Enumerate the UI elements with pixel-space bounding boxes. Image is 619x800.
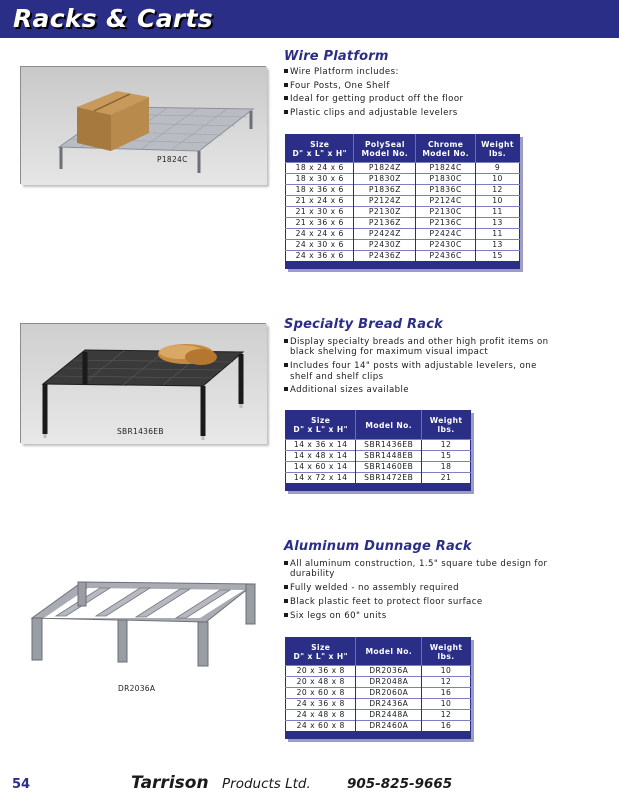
bullet-item: Additional sizes available — [284, 385, 556, 395]
phone-number: 905-825-9665 — [347, 776, 453, 792]
bread-rack-photo — [20, 323, 266, 443]
table-cell: P2124C — [416, 196, 476, 207]
dunnage-rack-rows — [286, 666, 471, 732]
wire-platform-illustration — [21, 67, 267, 185]
table-cell: 11 — [476, 207, 520, 218]
bread-rack-caption: SBR1436EB — [117, 427, 164, 436]
table-cell: DR2436A — [356, 699, 422, 710]
bullet-item: Plastic clips and adjustable levelers — [284, 108, 584, 118]
table-row — [286, 251, 520, 262]
table-row — [286, 440, 471, 451]
bullet-item: Black plastic feet to protect floor surface — [284, 597, 559, 607]
table-row — [286, 229, 520, 240]
table-row — [286, 721, 471, 732]
wire-platform-spec-table — [285, 134, 520, 269]
table-cell: P2130Z — [354, 207, 416, 218]
table-row — [286, 174, 520, 185]
table-row — [286, 710, 471, 721]
table-cell: 13 — [476, 240, 520, 251]
table-cell: 15 — [476, 251, 520, 262]
table-cell: DR2048A — [356, 677, 422, 688]
table-cell: 9 — [476, 163, 520, 174]
table-cell: 18 — [422, 462, 471, 473]
col-header-chrome: Chrome Model No. — [416, 135, 476, 163]
table-row — [286, 163, 520, 174]
dunnage-rack-caption: DR2036A — [118, 684, 156, 693]
table-cell: P2436Z — [354, 251, 416, 262]
table-cell: 18 x 36 x 6 — [286, 185, 354, 196]
table-row — [286, 207, 520, 218]
brand-suffix: Products Ltd. — [222, 776, 311, 792]
table-row — [286, 185, 520, 196]
table-row — [286, 699, 471, 710]
section-title-bread-rack: Specialty Bread Rack — [284, 317, 443, 332]
table-cell: 20 x 36 x 8 — [286, 666, 356, 677]
table-cell: 14 x 36 x 14 — [286, 440, 356, 451]
table-cell: 10 — [422, 666, 471, 677]
wire-platform-photo — [20, 66, 266, 184]
table-cell: P2430Z — [354, 240, 416, 251]
table-cell: P2136C — [416, 218, 476, 229]
table-cell: SBR1448EB — [356, 451, 422, 462]
bread-rack-bullets — [284, 337, 556, 399]
table-cell: 15 — [422, 451, 471, 462]
col-header-weight: Weight lbs. — [422, 411, 471, 440]
table-cell: P1836C — [416, 185, 476, 196]
table-row — [286, 451, 471, 462]
col-header-size: Size D" x L" x H" — [286, 135, 354, 163]
table-cell: DR2460A — [356, 721, 422, 732]
page-title: Racks & Carts — [13, 4, 213, 33]
table-cell: 12 — [422, 440, 471, 451]
table-cell: 12 — [422, 710, 471, 721]
table-cell: P2424Z — [354, 229, 416, 240]
table-cell: P2436C — [416, 251, 476, 262]
table-cell: 11 — [476, 229, 520, 240]
dunnage-rack-bullets — [284, 559, 559, 624]
bullet-item: Four Posts, One Shelf — [284, 81, 584, 91]
table-cell: 16 — [422, 721, 471, 732]
col-header-size: Size D" x L" x H" — [286, 411, 356, 440]
table-cell: 21 x 24 x 6 — [286, 196, 354, 207]
section-title-dunnage-rack: Aluminum Dunnage Rack — [284, 539, 472, 554]
table-cell: 14 x 60 x 14 — [286, 462, 356, 473]
table-cell: 20 x 60 x 8 — [286, 688, 356, 699]
table-cell: DR2448A — [356, 710, 422, 721]
dunnage-rack-spec-table — [285, 637, 471, 739]
table-cell: 12 — [422, 677, 471, 688]
table-cell: P2130C — [416, 207, 476, 218]
col-header-model: Model No. — [356, 638, 422, 666]
bread-rack-illustration — [21, 324, 267, 444]
col-header-size: Size D" x L" x H" — [286, 638, 356, 666]
table-cell: 18 x 30 x 6 — [286, 174, 354, 185]
col-header-model: Model No. — [356, 411, 422, 440]
table-cell: P1824Z — [354, 163, 416, 174]
table-cell: 24 x 48 x 8 — [286, 710, 356, 721]
table-cell: P1830Z — [354, 174, 416, 185]
table-cell: 24 x 36 x 8 — [286, 699, 356, 710]
section-title-wire-platform: Wire Platform — [284, 49, 389, 64]
table-cell: 14 x 48 x 14 — [286, 451, 356, 462]
table-cell: SBR1460EB — [356, 462, 422, 473]
table-cell: DR2060A — [356, 688, 422, 699]
table-cell: 21 x 36 x 6 — [286, 218, 354, 229]
wire-platform-bullets — [284, 67, 584, 122]
table-cell: 21 x 30 x 6 — [286, 207, 354, 218]
table-row — [286, 196, 520, 207]
col-header-weight: Weight lbs. — [422, 638, 471, 666]
bullet-item: Six legs on 60" units — [284, 611, 559, 621]
table-cell: DR2036A — [356, 666, 422, 677]
bread-rack-spec-table — [285, 410, 471, 491]
table-cell: 24 x 36 x 6 — [286, 251, 354, 262]
table-cell: SBR1472EB — [356, 473, 422, 484]
table-row — [286, 677, 471, 688]
table-cell: 13 — [476, 218, 520, 229]
bread-rack-rows — [286, 440, 471, 484]
bullet-item: Display specialty breads and other high profit items on black shelving for maximum visual impact — [284, 337, 556, 358]
bullet-item: All aluminum construction, 1.5" square tube design for durability — [284, 559, 559, 580]
table-cell: P1830C — [416, 174, 476, 185]
bullet-item: Includes four 14" posts with adjustable levelers, one shelf and shelf clips — [284, 361, 556, 382]
col-header-polyseal: PolySeal Model No. — [354, 135, 416, 163]
table-cell: P1824C — [416, 163, 476, 174]
table-cell: 10 — [422, 699, 471, 710]
table-cell: P2430C — [416, 240, 476, 251]
table-row — [286, 240, 520, 251]
table-cell: 24 x 60 x 8 — [286, 721, 356, 732]
table-row — [286, 666, 471, 677]
table-cell: SBR1436EB — [356, 440, 422, 451]
page-number: 54 — [12, 777, 31, 792]
table-cell: 21 — [422, 473, 471, 484]
table-cell: P1836Z — [354, 185, 416, 196]
table-cell: 10 — [476, 196, 520, 207]
table-cell: P2136Z — [354, 218, 416, 229]
brand-name: Tarrison — [131, 773, 209, 793]
bullet-item: Wire Platform includes: — [284, 67, 584, 77]
bullet-item: Fully welded - no assembly required — [284, 583, 559, 593]
dunnage-rack-illustration — [22, 568, 262, 678]
table-row — [286, 462, 471, 473]
table-cell: P2124Z — [354, 196, 416, 207]
table-cell: 20 x 48 x 8 — [286, 677, 356, 688]
table-cell: 24 x 30 x 6 — [286, 240, 354, 251]
table-cell: 16 — [422, 688, 471, 699]
table-row — [286, 473, 471, 484]
header-bar — [0, 0, 619, 38]
table-cell: 10 — [476, 174, 520, 185]
table-cell: 12 — [476, 185, 520, 196]
table-row — [286, 688, 471, 699]
dunnage-rack-photo — [22, 568, 262, 693]
table-cell: P2424C — [416, 229, 476, 240]
bullet-item: Ideal for getting product off the floor — [284, 94, 584, 104]
wire-platform-caption: P1824C — [157, 155, 188, 164]
table-cell: 14 x 72 x 14 — [286, 473, 356, 484]
table-row — [286, 218, 520, 229]
table-cell: 24 x 24 x 6 — [286, 229, 354, 240]
col-header-weight: Weight lbs. — [476, 135, 520, 163]
table-cell: 18 x 24 x 6 — [286, 163, 354, 174]
wire-platform-rows — [286, 163, 520, 262]
